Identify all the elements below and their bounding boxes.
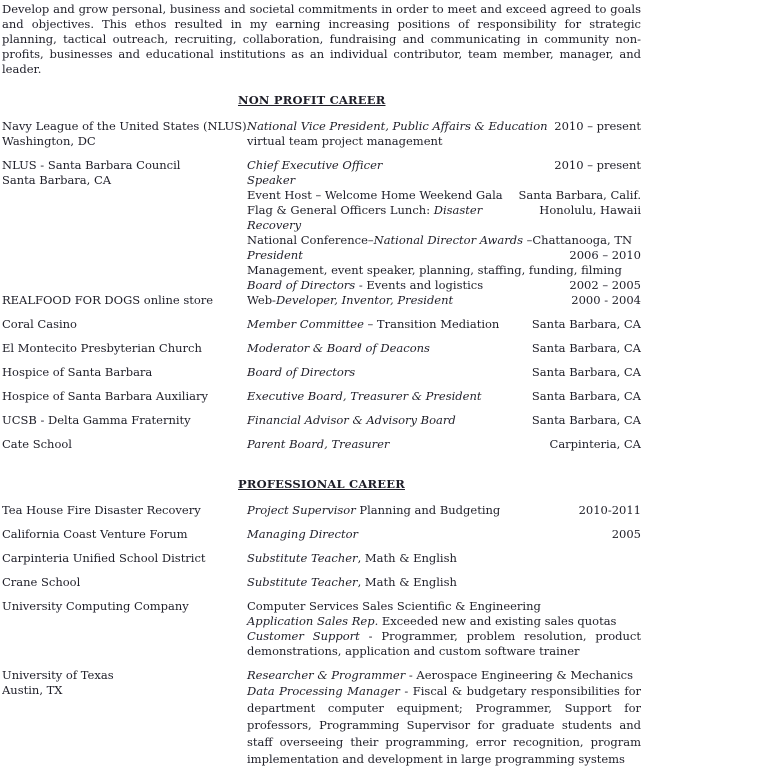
role-text: [247, 203, 533, 233]
entry-row: [2, 437, 641, 452]
summary-paragraph: Develop and grow personal, business and societal commitments in order to meet and exceed agreed to goals and objectives. This ethos resulted in my earning increasing positions of responsibility for strategic planning, tactical outreach, recruiting, collaboration, fundraising and communicating in community non-profits, businesses and educational institutions as an individual contributor, team member, manager, and leader.: [2, 2, 641, 76]
role-detail: – Transition Mediation: [363, 317, 500, 331]
role-detail: Management, event speaker, planning, staffing, funding, filming: [247, 263, 622, 277]
role-detail: virtual team project management: [247, 134, 443, 148]
role-title: Application Sales Rep.: [247, 614, 379, 628]
entry-row: [2, 599, 641, 659]
role-line: [247, 134, 641, 149]
section-heading: NON PROFIT CAREER: [238, 93, 386, 107]
role-line: [247, 527, 641, 542]
role-line: [247, 317, 641, 332]
date-location: Santa Barbara, CA: [531, 365, 641, 379]
role-text: [247, 389, 482, 404]
role-title: Disaster Recovery: [247, 203, 483, 232]
role-line: [247, 389, 641, 404]
role-text: [247, 248, 303, 263]
role-detail: –Chattanooga, TN: [522, 233, 633, 247]
role-line: [247, 503, 641, 518]
roles: [247, 119, 641, 149]
org-name: Hospice of Santa Barbara Auxiliary: [2, 389, 209, 403]
role-detail: , Math & English: [357, 551, 457, 565]
roles: [247, 365, 641, 380]
organization: [2, 599, 247, 659]
role-line: [247, 629, 641, 659]
entry-row: [2, 293, 641, 308]
roles: [247, 668, 641, 768]
org-name: Coral Casino: [2, 317, 77, 331]
entry-row: [2, 575, 641, 590]
role-title: Developer, Inventor, President: [275, 293, 454, 307]
role-line: [247, 233, 641, 248]
roles: [247, 551, 641, 566]
role-text: [247, 575, 457, 590]
org-name: UCSB - Delta Gamma Fraternity: [2, 413, 191, 427]
roles: [247, 575, 641, 590]
roles: [247, 293, 641, 308]
role-title: Executive Board, Treasurer & President: [247, 389, 482, 403]
date-location: Santa Barbara, Calif.: [518, 188, 641, 202]
organization: [2, 413, 247, 428]
role-line: [247, 293, 641, 308]
role-detail: - Programmer, problem resolution, product demonstrations, application and custom software trainer: [247, 629, 641, 658]
org-name: University of Texas: [2, 668, 114, 682]
role-line: [247, 599, 641, 614]
role-detail: , Math & English: [357, 575, 457, 589]
date-location: Santa Barbara, CA: [531, 389, 641, 403]
date-location: 2000 - 2004: [571, 293, 641, 307]
org-name: Crane School: [2, 575, 81, 589]
role-title: Customer Support: [247, 629, 360, 643]
role-text: [247, 668, 633, 683]
date-location: Santa Barbara, CA: [531, 341, 641, 355]
role-line: [247, 158, 641, 173]
role-line: [247, 413, 641, 428]
role-title: Speaker: [247, 173, 296, 187]
role-detail: Web-: [247, 293, 276, 307]
role-text: [247, 119, 548, 134]
entry-row: [2, 527, 641, 542]
role-title: Data Processing Manager: [247, 684, 400, 698]
entry-row: [2, 413, 641, 428]
roles: [247, 341, 641, 356]
organization: [2, 551, 247, 566]
role-title: Substitute Teacher: [247, 575, 358, 589]
org-name: University Computing Company: [2, 599, 189, 613]
role-title: Project Supervisor: [247, 503, 356, 517]
roles: [247, 503, 641, 518]
organization: [2, 575, 247, 590]
role-detail: Computer Services Sales Scientific & Engineering: [247, 599, 541, 613]
role-detail: - Events and logistics: [355, 278, 484, 292]
date-location: 2010-2011: [578, 503, 641, 517]
role-text: [247, 599, 541, 614]
organization: [2, 293, 247, 308]
role-line: [247, 203, 641, 233]
role-text: [247, 365, 355, 380]
role-text: [247, 293, 453, 308]
org-location: Santa Barbara, CA: [2, 173, 112, 187]
role-title: Chief Executive Officer: [247, 158, 383, 172]
role-line: [247, 365, 641, 380]
role-text: [247, 413, 456, 428]
roles: [247, 389, 641, 404]
role-detail: Exceeded new and existing sales quotas: [378, 614, 617, 628]
org-name: California Coast Venture Forum: [2, 527, 188, 541]
roles: [247, 413, 641, 428]
role-title: National Vice President, Public Affairs & Education: [247, 119, 548, 133]
organization: [2, 389, 247, 404]
organization: [2, 119, 247, 149]
role-text: [247, 173, 295, 188]
entry-row: [2, 365, 641, 380]
date-location: 2010 – present: [554, 119, 641, 133]
entry-row: [2, 341, 641, 356]
role-title: Substitute Teacher: [247, 551, 358, 565]
date-location: 2010 – present: [554, 158, 641, 172]
role-text: [247, 527, 358, 542]
date-location: Carpinteria, CA: [549, 437, 641, 451]
date-location: 2005: [611, 527, 641, 541]
role-title: Board of Directors: [247, 365, 356, 379]
org-name: Navy League of the United States (NLUS): [2, 119, 247, 133]
roles: [247, 527, 641, 542]
role-text: [247, 278, 483, 293]
role-line: [247, 248, 641, 263]
role-title: Financial Advisor & Advisory Board: [247, 413, 456, 427]
entry-row: [2, 317, 641, 332]
role-line: [247, 263, 641, 278]
organization: [2, 668, 247, 768]
role-line: [247, 341, 641, 356]
org-name: NLUS - Santa Barbara Council: [2, 158, 181, 172]
roles: [247, 317, 641, 332]
role-text: [247, 683, 641, 768]
role-title: Managing Director: [247, 527, 359, 541]
roles: [247, 599, 641, 659]
organization: [2, 317, 247, 332]
organization: [2, 527, 247, 542]
role-title: Moderator & Board of Deacons: [247, 341, 430, 355]
org-location: Austin, TX: [2, 683, 63, 697]
role-line: [247, 668, 641, 683]
organization: [2, 365, 247, 380]
org-name: Cate School: [2, 437, 72, 451]
role-text: [247, 551, 457, 566]
org-name: Carpinteria Unified School District: [2, 551, 206, 565]
role-text: [247, 629, 641, 659]
role-text: [247, 503, 500, 518]
role-title: Board of Directors: [247, 278, 356, 292]
roles: [247, 158, 641, 293]
role-title: National Director Awards: [373, 233, 523, 247]
entry-row: [2, 668, 641, 768]
organization: [2, 503, 247, 518]
role-title: Member Committee: [247, 317, 364, 331]
role-line: [247, 575, 641, 590]
career-sections: [2, 93, 641, 768]
date-location: Santa Barbara, CA: [531, 317, 641, 331]
role-line: [247, 188, 641, 203]
role-text: [247, 134, 443, 149]
role-detail: - Aerospace Engineering & Mechanics: [405, 668, 634, 682]
entry-row: [2, 551, 641, 566]
career-section: [2, 93, 641, 452]
org-name: REALFOOD FOR DOGS online store: [2, 293, 214, 307]
date-location: 2006 – 2010: [569, 248, 641, 262]
role-text: [247, 188, 503, 203]
entry-row: [2, 503, 641, 518]
role-title: President: [247, 248, 303, 262]
role-title: Researcher & Programmer: [247, 668, 406, 682]
role-line: [247, 551, 641, 566]
role-text: [247, 614, 616, 629]
org-location: Washington, DC: [2, 134, 96, 148]
role-line: [247, 278, 641, 293]
role-detail: National Conference–: [247, 233, 374, 247]
role-text: [247, 341, 430, 356]
date-location: Santa Barbara, CA: [531, 413, 641, 427]
date-location: 2002 – 2005: [569, 278, 641, 292]
entry-row: [2, 389, 641, 404]
organization: [2, 437, 247, 452]
org-name: Tea House Fire Disaster Recovery: [2, 503, 201, 517]
role-line: [247, 437, 641, 452]
role-text: [247, 317, 499, 332]
career-section: [2, 477, 641, 768]
role-line: [247, 614, 641, 629]
role-detail: Planning and Budgeting: [355, 503, 501, 517]
role-line: [247, 683, 641, 768]
role-line: [247, 119, 641, 134]
organization: [2, 341, 247, 356]
role-text: [247, 263, 622, 278]
org-name: El Montecito Presbyterian Church: [2, 341, 202, 355]
role-text: [247, 437, 389, 452]
org-name: Hospice of Santa Barbara: [2, 365, 153, 379]
role-detail: Flag & General Officers Lunch:: [247, 203, 434, 217]
section-heading: PROFESSIONAL CAREER: [238, 477, 405, 491]
role-detail: Event Host – Welcome Home Weekend Gala: [247, 188, 503, 202]
organization: [2, 158, 247, 293]
role-line: [247, 173, 641, 188]
role-text: [247, 158, 382, 173]
role-detail: - Fiscal & budgetary responsibilities for department computer equipment; Programmer, Support for professors, Programming Supervisor for graduate students and staff overseeing their programming, error recognition, program implementation and development in large programming systems: [247, 684, 641, 766]
entry-row: [2, 119, 641, 149]
date-location: Honolulu, Hawaii: [539, 203, 641, 217]
entry-row: [2, 158, 641, 293]
role-title: Parent Board, Treasurer: [247, 437, 390, 451]
roles: [247, 437, 641, 452]
role-text: [247, 233, 632, 248]
